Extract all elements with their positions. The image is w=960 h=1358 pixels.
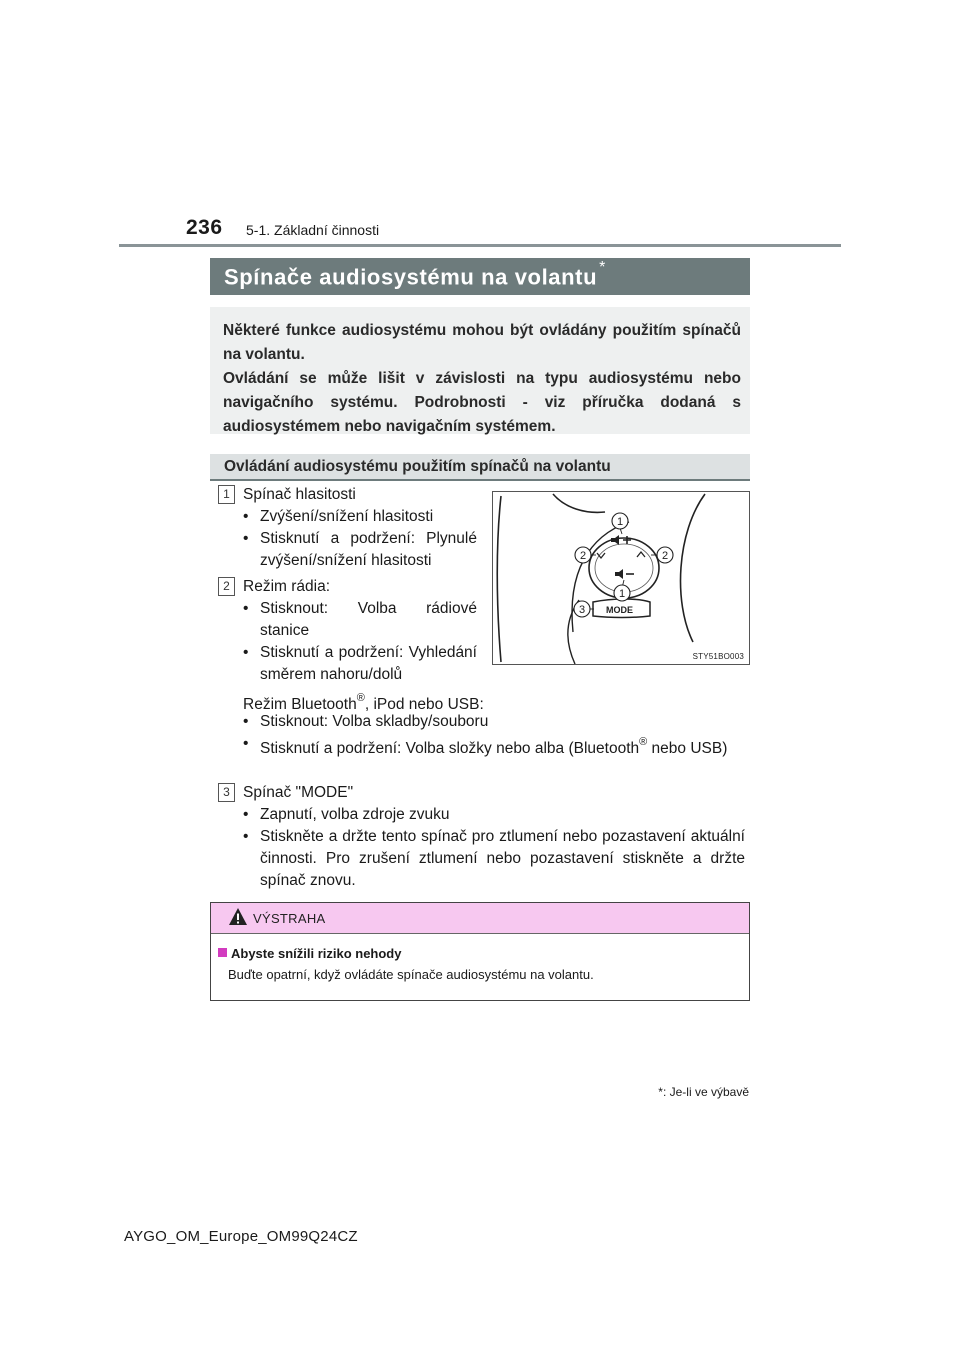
item-2-title: Režim rádia:	[243, 578, 330, 595]
item-3-bullets	[243, 804, 745, 892]
registered-mark: ®	[639, 736, 648, 748]
warning-subtitle	[218, 946, 401, 961]
callout-number: 1	[618, 588, 626, 600]
header-divider	[119, 244, 841, 247]
warning-marker-square	[218, 948, 227, 957]
bluetooth-bullets	[243, 711, 745, 760]
footnote: *: Je-li ve výbavě	[658, 1085, 749, 1099]
page-number: 236	[186, 216, 223, 239]
figure-code: STY51BO003	[692, 652, 744, 661]
section-title	[224, 259, 606, 290]
list-item: • Zapnutí, volba zdroje zvuku	[243, 804, 745, 826]
bullet-text-suffix: nebo USB)	[647, 740, 728, 758]
list-item: • Stisknutí a podržení: Plynulé zvýšení/snížení hlasitosti	[243, 528, 477, 572]
callout-number: 2	[661, 550, 669, 562]
registered-mark: ®	[356, 692, 365, 704]
item-1-bullets	[243, 506, 477, 572]
wheel-hub-line	[681, 494, 706, 642]
list-item: • Stiskněte a držte tento spínač pro ztlumení nebo pozastavení aktuální činnosti. Pro zrušení ztlumení nebo pozastavení stiskněte a držte spínač znovu.	[243, 826, 745, 892]
subheading: Ovládání audiosystému použitím spínačů na volantu	[210, 454, 750, 481]
warning-box	[210, 902, 750, 1001]
list-item: • Zvýšení/snížení hlasitosti	[243, 506, 477, 528]
list-item: • Stisknout: Volba rádiové stanice	[243, 598, 477, 642]
warning-header	[211, 903, 749, 934]
item-number-badge-2: 2	[218, 577, 235, 596]
callout-number: 1	[616, 516, 624, 528]
intro-paragraph-2: Ovládání se může lišit v závislosti na typu audiosystému nebo navigačního systému. Podrobnosti - viz příručka dodaná s audiosystémem nebo navigačním systémem.	[223, 370, 741, 435]
intro-paragraph-1: Některé funkce audiosystému mohou být ovládány použitím spínačů na volantu.	[223, 322, 741, 363]
mode-label: MODE	[606, 605, 633, 615]
section-label: 5-1. Základní činnosti	[246, 222, 380, 238]
item-number-badge-1: 1	[218, 485, 235, 504]
callout-number: 2	[579, 550, 587, 562]
bluetooth-title-suffix: , iPod nebo USB:	[364, 696, 484, 714]
bluetooth-title-text: Režim Bluetooth	[243, 696, 357, 714]
steering-switch-illustration	[493, 492, 749, 664]
document-code: AYGO_OM_Europe_OM99Q24CZ	[124, 1228, 358, 1245]
list-item: • Stisknout: Volba skladby/souboru	[243, 711, 745, 733]
steering-switch-figure	[492, 491, 750, 665]
section-title-bar	[210, 258, 750, 295]
list-item: • Stisknutí a podržení: Vyhledání směrem nahoru/dolů	[243, 642, 477, 686]
bullet-text: Stisknutí a podržení: Volba složky nebo alba (Bluetooth	[260, 740, 640, 758]
section-title-text: Spínače audiosystému na volantu	[224, 264, 598, 290]
item-2-bullets	[243, 598, 477, 686]
title-asterisk: *	[599, 259, 606, 276]
list-item	[243, 733, 745, 760]
warning-title: VÝSTRAHA	[253, 911, 326, 926]
item-3-title: Spínač "MODE"	[243, 784, 354, 801]
warning-text: Buďte opatrní, když ovládáte spínače audiosystému na volantu.	[228, 967, 594, 982]
wheel-rim-line	[497, 496, 501, 662]
item-1-title: Spínač hlasitosti	[243, 486, 356, 503]
warning-subtitle-text: Abyste snížili riziko nehody	[231, 946, 402, 961]
item-number-badge-3: 3	[218, 783, 235, 802]
intro-box	[210, 307, 750, 434]
warning-icon	[228, 907, 248, 927]
callout-number: 3	[578, 604, 586, 616]
wheel-trim-line	[553, 494, 605, 512]
